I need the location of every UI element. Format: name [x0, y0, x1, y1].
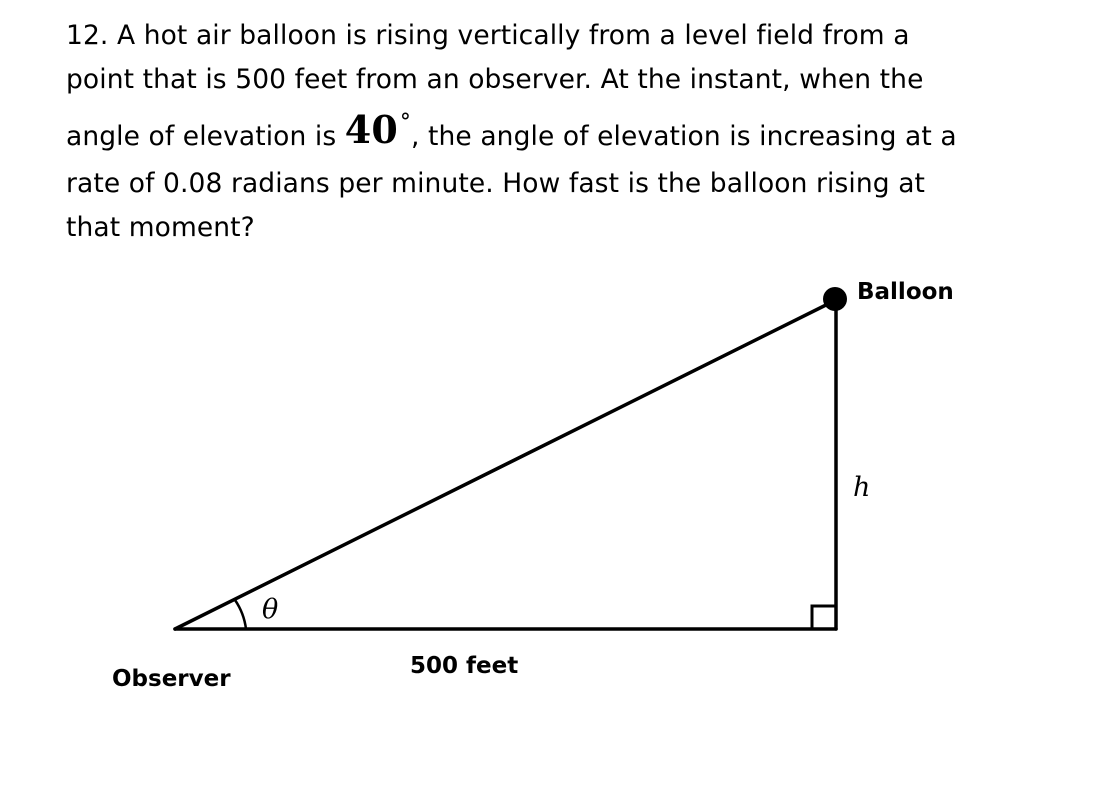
problem-line-4: rate of 0.08 radians per minute. How fast is the balloon rising at [66, 168, 926, 199]
angle-value: 40 [344, 107, 398, 152]
problem-line-1: 12. A hot air balloon is rising vertically from a level field from a [66, 20, 910, 51]
observer-label: Observer [112, 666, 231, 692]
right-angle-marker [812, 606, 836, 629]
problem-line-2: point that is 500 feet from an observer. At the instant, when the [66, 64, 924, 95]
line-of-sight [175, 300, 836, 629]
problem-line-3-start: angle of elevation is [66, 121, 345, 152]
balloon-dot [823, 287, 847, 311]
angle-arc [235, 600, 246, 629]
problem-line-5: that moment? [66, 212, 255, 243]
base-length-label: 500 feet [410, 653, 519, 679]
balloon-label: Balloon [857, 279, 954, 305]
angle-label: θ [262, 594, 279, 625]
problem-line-3-end: , the angle of elevation is increasing at a [410, 121, 957, 152]
degree-symbol: ° [399, 110, 411, 135]
height-label: h [853, 472, 871, 503]
